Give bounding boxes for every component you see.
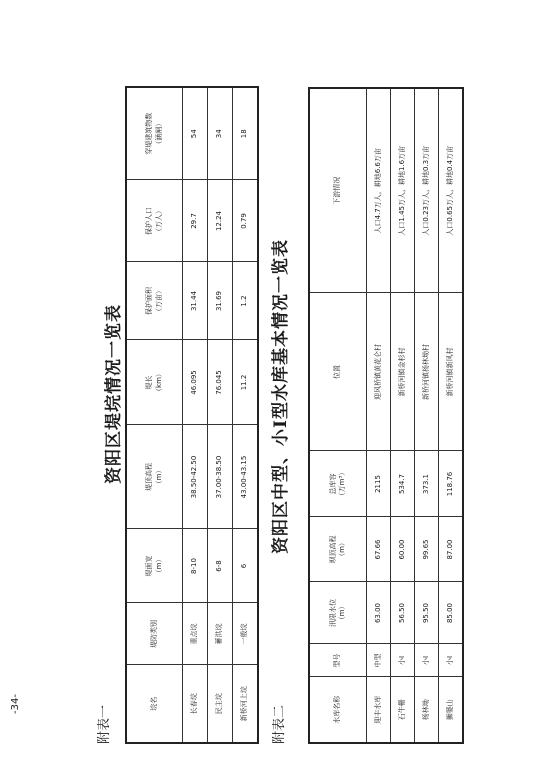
table-cell: 新桥河镇金杉村 bbox=[391, 293, 415, 451]
column-header: 汛限水位 （m） bbox=[309, 582, 367, 644]
appendix2-header-row bbox=[309, 88, 367, 743]
column-header: 垸名 bbox=[126, 665, 183, 743]
table-cell: 一般垸 bbox=[233, 603, 259, 665]
appendix2-table bbox=[308, 87, 464, 744]
column-header: 总库容 （万m³） bbox=[309, 451, 367, 517]
table-row bbox=[183, 87, 208, 743]
table-cell: 373.1 bbox=[415, 451, 439, 517]
appendix1-body bbox=[183, 87, 259, 743]
table-cell: 11.2 bbox=[233, 340, 259, 425]
table-cell: 民主垸 bbox=[208, 665, 233, 743]
table-cell: 99.65 bbox=[415, 517, 439, 582]
table-cell: 12.24 bbox=[208, 180, 233, 262]
table-cell: 67.66 bbox=[367, 517, 391, 582]
column-header: 保护人口 （万人） bbox=[126, 180, 183, 262]
table-cell: 人口0.65万人，耕地0.4万亩 bbox=[439, 88, 464, 293]
table-row bbox=[208, 87, 233, 743]
header-row bbox=[126, 87, 183, 743]
table-cell: 31.69 bbox=[208, 262, 233, 340]
column-header: 堤面宽 （m） bbox=[126, 529, 183, 603]
column-header: 堤顶高程 （m） bbox=[126, 425, 183, 529]
table-cell: 中型 bbox=[367, 644, 391, 677]
table-cell: 76.045 bbox=[208, 340, 233, 425]
table-cell: 小Ⅰ bbox=[439, 644, 464, 677]
column-header: 型号 bbox=[309, 644, 367, 677]
appendix2-body bbox=[367, 88, 464, 743]
table-cell: 118.76 bbox=[439, 451, 464, 517]
table-cell: 人口0.23万人，耕地0.3万亩 bbox=[415, 88, 439, 293]
table-cell: 蓄洪垸 bbox=[208, 603, 233, 665]
table-cell: 54 bbox=[183, 87, 208, 180]
column-header: 水库名称 bbox=[309, 677, 367, 743]
table-cell: 杨林坳 bbox=[415, 677, 439, 743]
table-cell: 迎丰水库 bbox=[367, 677, 391, 743]
table-cell: 0.79 bbox=[233, 180, 259, 262]
table-row bbox=[391, 88, 415, 743]
table-cell: 小Ⅰ bbox=[415, 644, 439, 677]
table-cell: 长春垸 bbox=[183, 665, 208, 743]
table-cell: 重点垸 bbox=[183, 603, 208, 665]
table-cell: 石牛栅 bbox=[391, 677, 415, 743]
table-cell: 63.00 bbox=[367, 582, 391, 644]
table-cell: 1.2 bbox=[233, 262, 259, 340]
column-header: 下游情况 bbox=[309, 88, 367, 293]
table-cell: 29.7 bbox=[183, 180, 208, 262]
table-cell: 小Ⅰ bbox=[391, 644, 415, 677]
table-cell: 38.50-42.50 bbox=[183, 425, 208, 529]
table-row bbox=[367, 88, 391, 743]
table-cell: 43.00-43.15 bbox=[233, 425, 259, 529]
column-header: 位置 bbox=[309, 293, 367, 451]
header-row bbox=[309, 88, 367, 743]
column-header: 堤长 （km） bbox=[126, 340, 183, 425]
table-cell: 87.00 bbox=[439, 517, 464, 582]
table-cell: 人口4.7万人，耕地6.6万亩 bbox=[367, 88, 391, 293]
table-cell: 534.7 bbox=[391, 451, 415, 517]
table-cell: 2115 bbox=[367, 451, 391, 517]
table-cell: 8-10 bbox=[183, 529, 208, 603]
table-cell: 85.00 bbox=[439, 582, 464, 644]
appendix1-label: 附表一 bbox=[97, 704, 112, 744]
table-cell: 新桥河镇新风村 bbox=[439, 293, 464, 451]
table-cell: 31.44 bbox=[183, 262, 208, 340]
table-cell: 新桥河镇杨林坳村 bbox=[415, 293, 439, 451]
table-cell: 95.50 bbox=[415, 582, 439, 644]
table-cell: 56.50 bbox=[391, 582, 415, 644]
table-cell: 18 bbox=[233, 87, 259, 180]
table-row bbox=[233, 87, 259, 743]
table-row bbox=[415, 88, 439, 743]
appendix1-header-row bbox=[126, 87, 183, 743]
page-number: -34- bbox=[10, 694, 21, 714]
table-cell: 人口1.45万人，耕地1.6万亩 bbox=[391, 88, 415, 293]
table-cell: 新桥河上垸 bbox=[233, 665, 259, 743]
table-cell: 37.00-38.50 bbox=[208, 425, 233, 529]
column-header: 穿堤建筑物数 （涵闸） bbox=[126, 87, 183, 180]
column-header: 堤防类别 bbox=[126, 603, 183, 665]
column-header: 坝顶高程 （m） bbox=[309, 517, 367, 582]
appendix2-title: 资阳区中型、小Ⅰ型水库基本情况一览表 bbox=[271, 239, 291, 554]
table-cell: 60.00 bbox=[391, 517, 415, 582]
column-header: 保护面积 （万亩） bbox=[126, 262, 183, 340]
table-row bbox=[439, 88, 464, 743]
table-cell: 狮婆山 bbox=[439, 677, 464, 743]
table-cell: 迎风桥镇黄花仑村 bbox=[367, 293, 391, 451]
table-cell: 34 bbox=[208, 87, 233, 180]
table-cell: 6-8 bbox=[208, 529, 233, 603]
appendix2-label: 附表二 bbox=[272, 704, 287, 744]
table-cell: 6 bbox=[233, 529, 259, 603]
appendix1-title: 资阳区堤垸情况一览表 bbox=[104, 304, 124, 484]
appendix1-table bbox=[125, 86, 259, 744]
table-cell: 46.095 bbox=[183, 340, 208, 425]
